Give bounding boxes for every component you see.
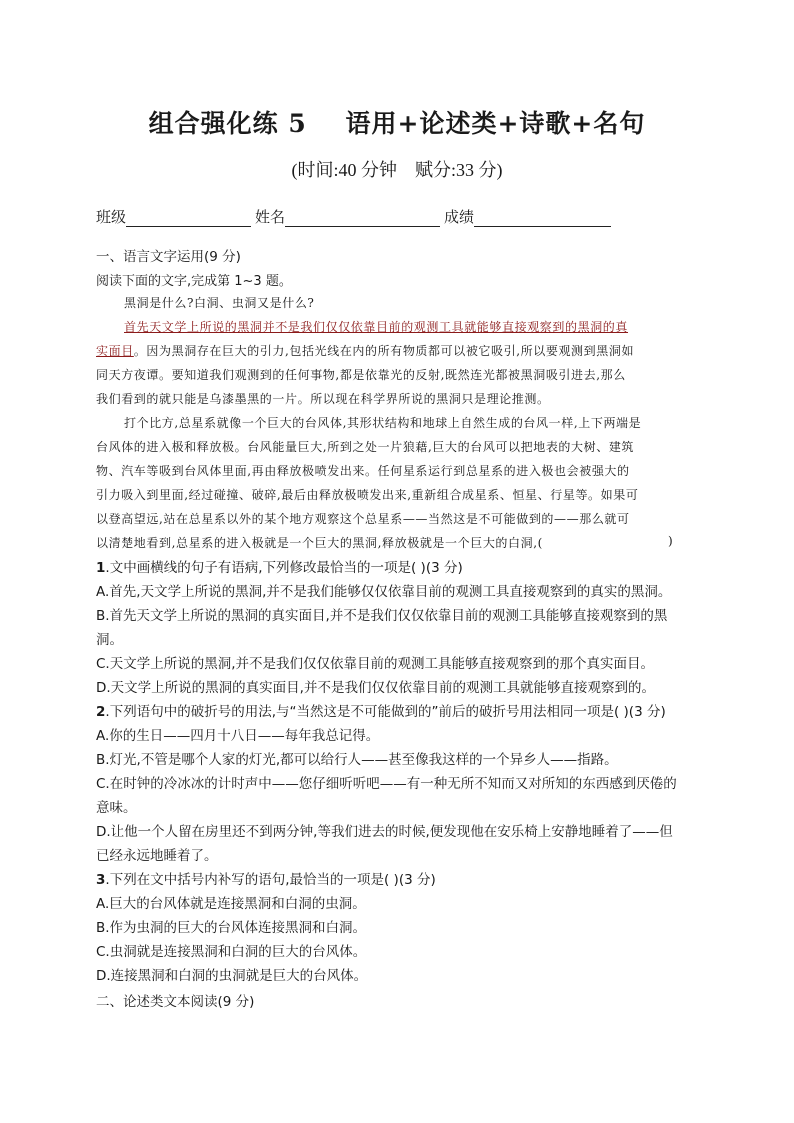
passage-line: 实面目。因为黑洞存在巨大的引力,包括光线在内的所有物质都可以被它吸引,所以要观测到黑洞如	[96, 344, 635, 358]
question-2-option-c-cont: 意味。	[96, 800, 137, 816]
name-field[interactable]	[285, 210, 440, 227]
question-1-option-b[interactable]: B.首先天文学上所说的黑洞的真实面目,并不是我们仅仅依靠目前的观测工具能够直接观察到的黑	[96, 608, 668, 624]
passage-line: 黑洞是什么?白洞、虫洞又是什么?	[124, 296, 315, 310]
time-score-subtitle: (时间:40 分钟 赋分:33 分)	[291, 160, 503, 180]
score-field[interactable]	[474, 210, 611, 227]
question-2-option-b[interactable]: B.灯光,不管是哪个人家的灯光,都可以给行人——甚至像我这样的一个异乡人——指路。	[96, 752, 618, 768]
class-field[interactable]	[126, 210, 251, 227]
question-2-option-d-cont: 已经永远地睡着了。	[96, 848, 218, 864]
question-3-option-d[interactable]: D.连接黑洞和白洞的虫洞就是巨大的台风体。	[96, 968, 368, 984]
question-2-option-d[interactable]: D.让他一个人留在房里还不到两分钟,等我们进去的时候,便发现他在安乐椅上安静地睡着了——但	[96, 824, 673, 840]
class-label: 班级	[96, 208, 127, 226]
question-1-option-a[interactable]: A.首先,天文学上所说的黑洞,并不是我们能够仅仅依靠目前的观测工具直接观察到的真实的黑洞。	[96, 584, 672, 600]
passage-line: 同天方夜谭。要知道我们观测到的任何事物,都是依靠光的反射,既然连光都被黑洞吸引进去,那么	[96, 368, 626, 382]
question-3-option-b[interactable]: B.作为虫洞的巨大的台风体连接黑洞和白洞。	[96, 920, 367, 936]
question-1-stem: 1.文中画横线的句子有语病,下列修改最恰当的一项是( )(3 分)	[96, 560, 463, 576]
question-1-option-c[interactable]: C.天文学上所说的黑洞,并不是我们仅仅依靠目前的观测工具能够直接观察到的那个真实面目。	[96, 656, 655, 672]
underlined-sentence: 首先天文学上所说的黑洞并不是我们仅仅依靠目前的观测工具就能够直接观察到的黑洞的真	[124, 320, 629, 334]
question-3-option-c[interactable]: C.虫洞就是连接黑洞和白洞的巨大的台风体。	[96, 944, 367, 960]
page-title: 组合强化练 5 语用+论述类+诗歌+名句	[148, 109, 646, 138]
question-3-option-a[interactable]: A.巨大的台风体就是连接黑洞和白洞的虫洞。	[96, 896, 366, 912]
name-label: 姓名	[255, 208, 286, 226]
reading-instruction: 阅读下面的文字,完成第 1~3 题。	[96, 274, 292, 289]
question-2-option-a[interactable]: A.你的生日——四月十八日——每年我总记得。	[96, 728, 380, 744]
student-info-row	[96, 206, 611, 227]
question-3-stem: 3.下列在文中括号内补写的语句,最恰当的一项是( )(3 分)	[96, 872, 436, 888]
passage-line: 物、汽车等吸到台风体里面,再由释放极喷发出来。任何星系运行到总星系的进入极也会被强大的	[96, 464, 630, 478]
question-1-option-d[interactable]: D.天文学上所说的黑洞的真实面目,并不是我们仅仅依靠目前的观测工具就能够直接观察到的。	[96, 680, 655, 696]
question-1-option-b-cont: 洞。	[96, 632, 123, 648]
score-label: 成绩	[444, 208, 475, 226]
blank-paren-close: )	[668, 534, 674, 548]
question-2-stem: 2.下列语句中的破折号的用法,与“当然这是不可能做到的”前后的破折号用法相同一项是( )(3 分)	[96, 704, 666, 720]
passage-line: 我们看到的就只能是乌漆墨黑的一片。所以现在科学界所说的黑洞只是理论推测。	[96, 392, 550, 406]
passage-line: 打个比方,总星系就像一个巨大的台风体,其形状结构和地球上自然生成的台风一样,上下两端是	[124, 416, 642, 430]
passage-line: 引力吸入到里面,经过碰撞、破碎,最后由释放极喷发出来,重新组合成星系、恒星、行星等。如果可	[96, 488, 639, 502]
question-2-option-c[interactable]: C.在时钟的冷冰冰的计时声中——您仔细听听吧——有一种无所不知而又对所知的东西感到厌倦的	[96, 776, 677, 792]
passage-line: 以登高望远,站在总星系以外的某个地方观察这个总星系——当然这是不可能做到的——那么就可	[96, 512, 630, 526]
section-heading-language: 一、语言文字运用(9 分)	[96, 249, 241, 265]
section-heading-argumentative: 二、论述类文本阅读(9 分)	[96, 994, 255, 1010]
passage-line: 以清楚地看到,总星系的进入极就是一个巨大的黑洞,释放极就是一个巨大的白洞,(	[96, 536, 543, 550]
underlined-sentence-end: 实面目	[96, 344, 134, 358]
passage-line: 台风体的进入极和释放极。台风能量巨大,所到之处一片狼藉,巨大的台风可以把地表的大树、建筑	[96, 440, 635, 454]
